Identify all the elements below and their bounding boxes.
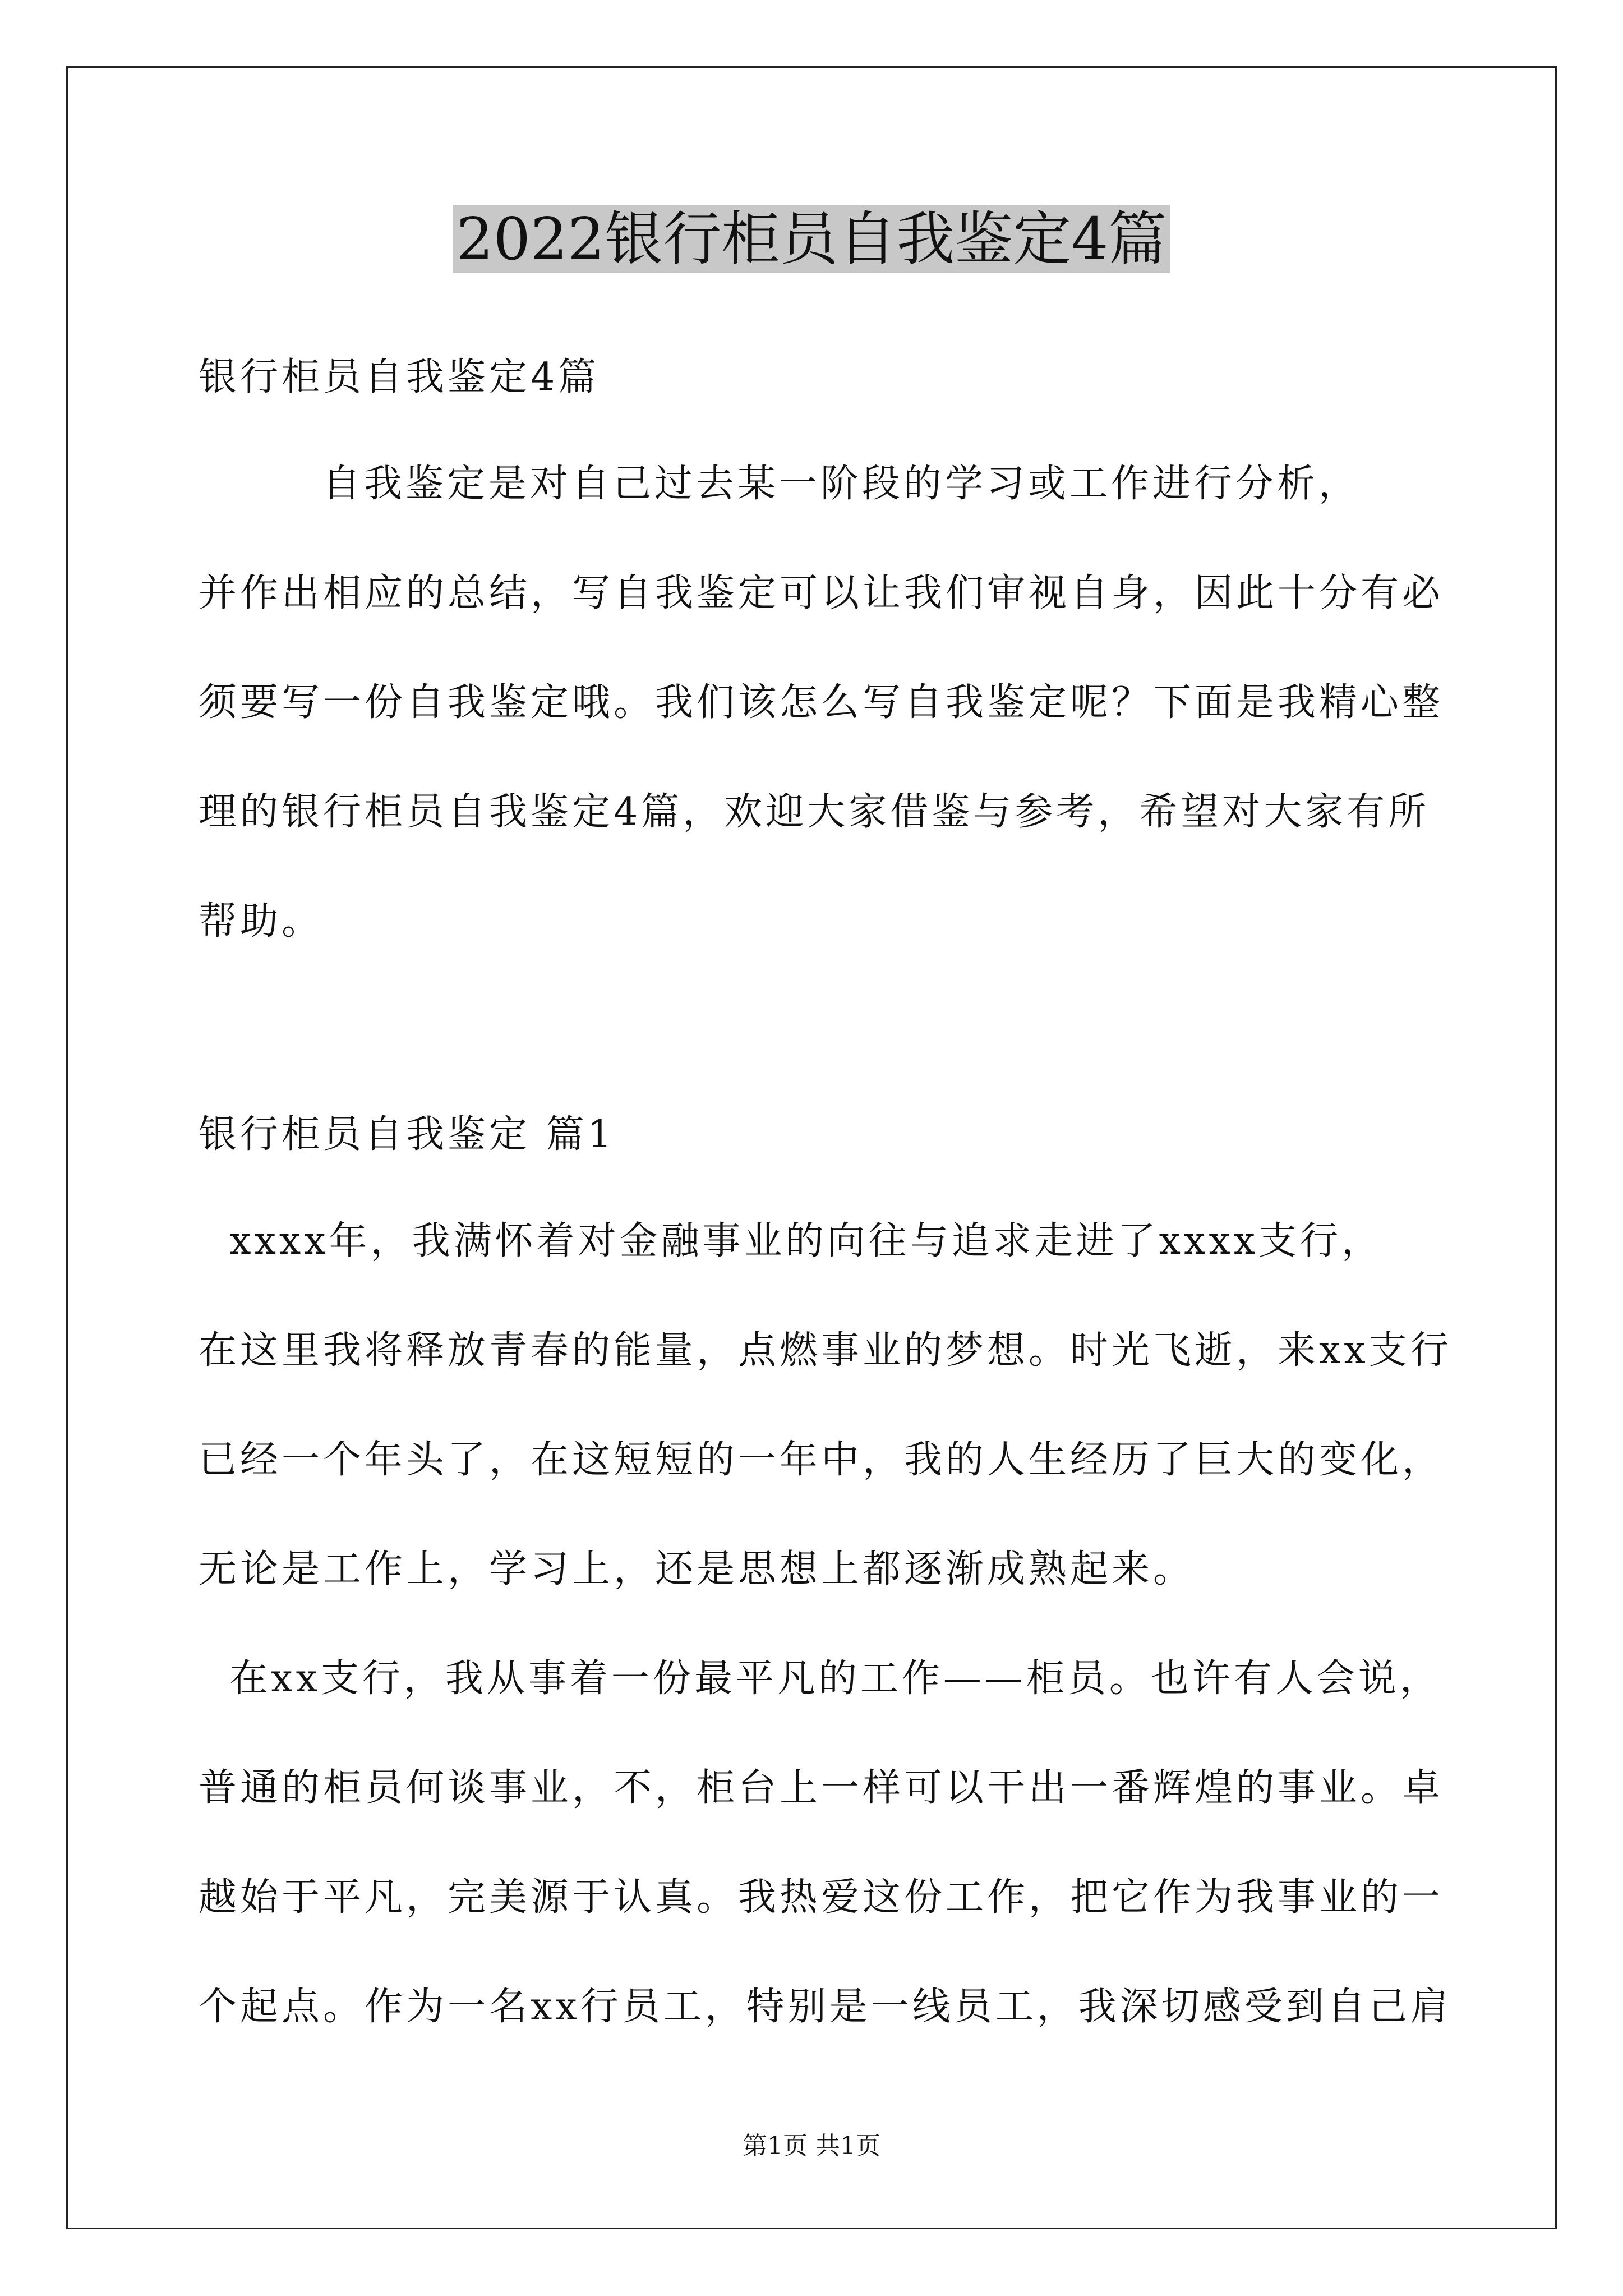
paragraph-line: 无论是工作上，学习上，还是思想上都逐渐成熟起来。 <box>199 1547 1195 1591</box>
intro-line: 并作出相应的总结，写自我鉴定可以让我们审视自身，因此十分有必 <box>199 571 1444 615</box>
paragraph-line: 普通的柜员何谈事业，不，柜台上一样可以干出一番辉煌的事业。卓 <box>199 1766 1444 1810</box>
paragraph-line: 越始于平凡，完美源于认真。我热爱这份工作，把它作为我事业的一 <box>199 1875 1444 1920</box>
paragraph-line: 在xx支行，我从事着一份最平凡的工作——柜员。也许有人会说， <box>199 1657 1441 1701</box>
intro-line: 自我鉴定是对自己过去某一阶段的学习或工作进行分析， <box>199 462 1360 506</box>
intro-line: 须要写一份自我鉴定哦。我们该怎么写自我鉴定呢？下面是我精心整 <box>199 680 1444 725</box>
subtitle: 银行柜员自我鉴定4篇 <box>199 355 600 399</box>
paragraph-line: 在这里我将释放青春的能量，点燃事业的梦想。时光飞逝，来xx支行 <box>199 1328 1452 1373</box>
intro-line: 帮助。 <box>199 899 324 944</box>
intro-line: 理的银行柜员自我鉴定4篇，欢迎大家借鉴与参考，希望对大家有所 <box>199 790 1430 834</box>
paragraph-line: 个起点。作为一名xx行员工，特别是一线员工，我深切感受到自己肩 <box>199 1985 1452 2029</box>
section-heading: 银行柜员自我鉴定 篇1 <box>199 1112 615 1157</box>
page-footer: 第1页 共1页 <box>743 2132 880 2160</box>
paragraph-line: 已经一个年头了，在这短短的一年中，我的人生经历了巨大的变化， <box>199 1438 1444 1482</box>
paragraph-line: xxxx年，我满怀着对金融事业的向往与追求走进了xxxx支行， <box>199 1219 1384 1263</box>
document-title: 2022银行柜员自我鉴定4篇 <box>0 202 1623 276</box>
